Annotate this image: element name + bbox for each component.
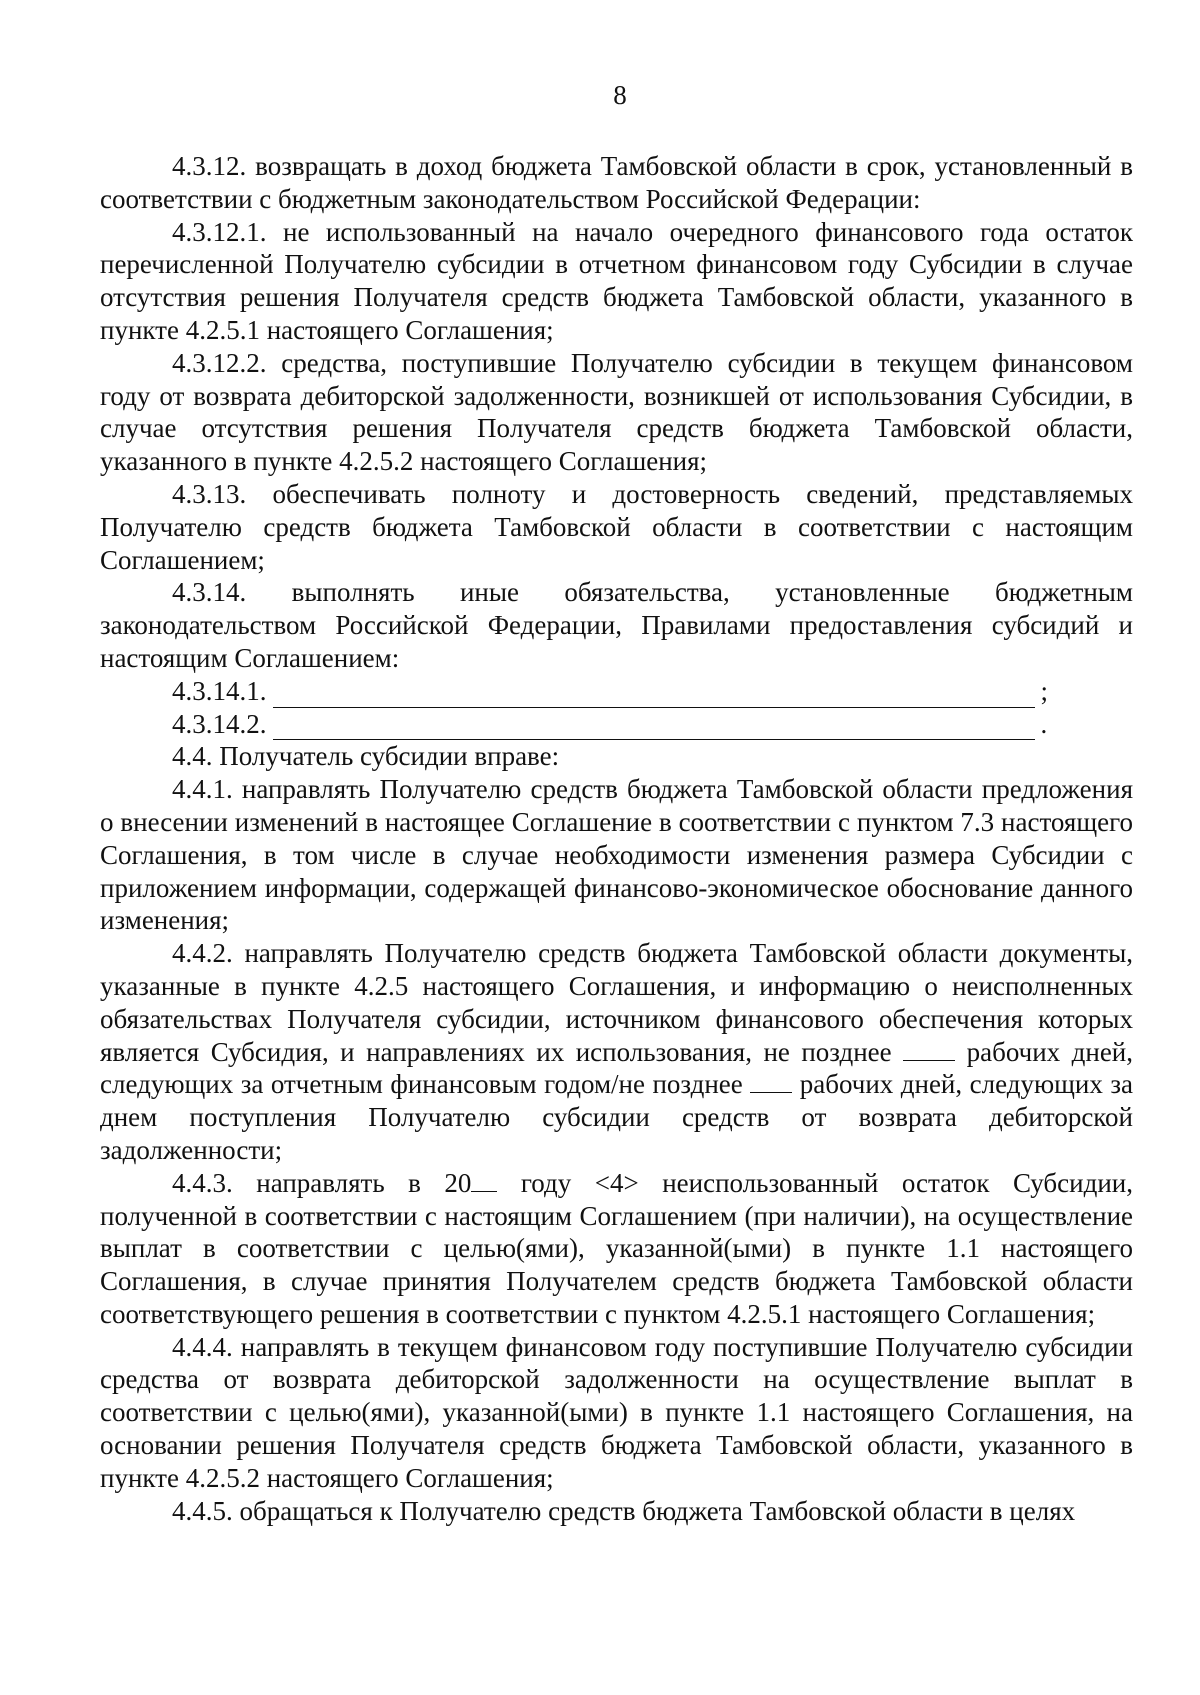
- blank-line-label: 4.3.14.1.: [172, 675, 267, 706]
- paragraph-4-4-2-part-2: рабочих дней, следующих за отчетным финансовым годом/не позднее: [100, 1036, 1134, 1100]
- paragraph-4-3-14: 4.3.14. выполнять иные обязательства, установленные бюджетным законодательством Российской Федерации, Правилами предоставления субсидий и настоящим Соглашением:: [100, 577, 1133, 673]
- document-body: [100, 150, 1133, 1527]
- paragraph-4-4-2-part-1: 4.4.2. направлять Получателю средств бюджета Тамбовской области документы, указанные в пункте 4.2.5 настоящего Соглашения, и информацию о неисполненных обязательствах Получателя субсидии, источником финансового обеспечения которых является Субсидия, и направлениях их использования, не позднее: [100, 938, 1133, 1067]
- blank-line-label: 4.3.14.2.: [172, 708, 267, 739]
- blank-field: [471, 1171, 497, 1192]
- blank-field: [750, 1072, 792, 1093]
- paragraph-4-3-12-1: 4.3.12.1. не использованный на начало очередного финансового года остаток перечисленной Получателю субсидии в отчетном финансовом году Субсидии в случае отсутствия решения Получателя средств бюджета Тамбовской области, указанного в пункте 4.2.5.1 настоящего Соглашения;: [100, 216, 1133, 345]
- paragraph-4-4-3: [100, 1167, 1133, 1331]
- blank-line-4-3-14-2: [100, 708, 1133, 741]
- paragraph-4-4-3-part-a: 4.4.3. направлять в 20: [172, 1167, 472, 1198]
- paragraph-4-4: 4.4. Получатель субсидии вправе:: [172, 741, 560, 772]
- page-number: 8: [613, 80, 627, 110]
- paragraph-4-3-13: 4.3.13. обеспечивать полноту и достоверность сведений, представляемых Получателю средств бюджета Тамбовской области в соответствии с настоящим Соглашением;: [100, 478, 1133, 575]
- blank-field: [903, 1040, 955, 1061]
- paragraph-4-4-2: [100, 937, 1133, 1167]
- paragraph-4-4-2-part-3: рабочих дней, следующих за днем поступления Получателю субсидии средств от возврата дебиторской задолженности;: [100, 1069, 1133, 1165]
- fill-in-line: [273, 683, 1035, 708]
- blank-line-end: .: [1040, 708, 1048, 739]
- paragraph-4-3-12-2: 4.3.12.2. средства, поступившие Получателю субсидии в текущем финансовом году от возврата дебиторской задолженности, возникшей от использования Субсидии, в случае отсутствия решения Пoлучателя средств бюджета Тамбовской области, указанного в пункте 4.2.5.2 настоящего Соглашения;: [100, 347, 1133, 477]
- blank-line-end: ;: [1040, 675, 1049, 706]
- paragraph-4-4-4: 4.4.4. направлять в текущем финансовом году поступившие Получателю субсидии средства от возврата дебиторской задолженности на осуществление выплат в соответствии с целью(ями), указанной(ыми) в пункте 1.1 настоящего Соглашения, на основании решения Получателя средств бюджета Тамбовской области, указанного в пункте 4.2.5.2 настоящего Соглашения;: [100, 1331, 1133, 1493]
- paragraph-4-3-12: 4.3.12. возвращать в доход бюджета Тамбовской области в срок, установленный в соответствии с бюджетным законодательством Российской Федерации:: [100, 151, 1133, 214]
- paragraph-4-4-1: 4.4.1. направлять Получателю средств бюджета Тамбовской области предложения о внесении изменений в настоящее Соглашение в соответствии с пунктом 7.3 настоящего Соглашения, в том числе в случае необходимости изменения размера Субсидии с приложением информации, содержащей финансово-экономическое обоснование данного изменения;: [100, 774, 1133, 936]
- paragraph-4-4-3-part-b: году <4> неиспользованный остаток Субсидии, полученной в соответствии с настоящим Соглашением (при наличии), на осуществление выплат в соответствии с целью(ями), указанной(ыми) в пункте 1.1 настоящего Соглашения, в случае принятия Получателем средств бюджета Тамбовской области соответствующего решения в соответствии с пунктом 4.2.5.1 настоящего Соглашения;: [100, 1167, 1133, 1329]
- fill-in-line: [273, 715, 1035, 740]
- blank-line-4-3-14-1: [100, 675, 1133, 708]
- paragraph-4-4-5: 4.4.5. обращаться к Получателю средств бюджета Тамбовской области в целях: [172, 1495, 1076, 1526]
